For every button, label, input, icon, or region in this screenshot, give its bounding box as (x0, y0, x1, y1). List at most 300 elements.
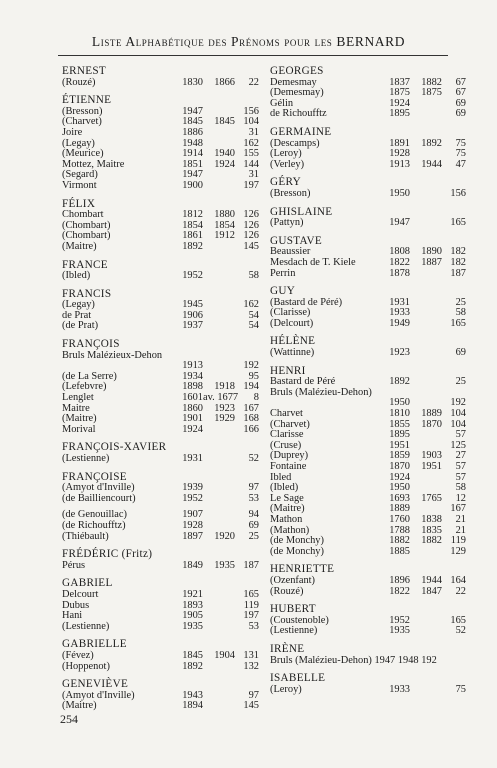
birth-year: 1931 (182, 453, 203, 464)
name-entry (270, 127, 466, 170)
page-reference: 119 (450, 535, 466, 547)
birth-year: 1851 (182, 158, 203, 170)
page-reference: 95 (248, 370, 259, 382)
birth-year: 1950 (389, 397, 410, 409)
page-reference: 97 (248, 482, 259, 494)
name-entry (62, 679, 259, 712)
name-entry (270, 177, 466, 199)
page-reference: 52 (455, 625, 466, 637)
entry-line (62, 425, 259, 436)
page-reference: 31 (248, 126, 259, 138)
birth-year: 1923 (389, 347, 410, 359)
first-name: GUSTAVE (270, 234, 322, 247)
first-name: GERMAINE (270, 125, 332, 138)
page-header: Liste Alphabétique des Prénoms pour les BERNARD (91, 34, 406, 49)
person-label: (de Genouillac) (62, 509, 127, 521)
name-entry (62, 199, 259, 253)
person-label: (Delcourt) (270, 317, 314, 329)
page-reference: 69 (455, 97, 466, 109)
person-label: Delcourt (62, 588, 99, 600)
page-reference: 25 (455, 376, 466, 388)
first-name: ISABELLE (270, 672, 326, 685)
page-reference: 126 (243, 230, 259, 242)
birth-year: 1952 (182, 492, 203, 504)
person-label: Beaussier (270, 246, 311, 258)
birth-year: 1892 (389, 376, 410, 388)
page-reference: 69 (248, 519, 259, 531)
entry-line (270, 473, 466, 484)
page-reference: 144 (243, 158, 259, 170)
name-entry (62, 95, 259, 191)
entry-line (62, 622, 259, 633)
birth-year: 1845 (182, 649, 203, 661)
person-label: (Rouzé) (62, 76, 96, 88)
birth-year: 1822 (389, 585, 410, 597)
death-year: 1875 (421, 87, 442, 99)
person-label: (Pattyn) (270, 217, 304, 229)
page-reference: 21 (455, 513, 466, 525)
page-reference: 192 (243, 360, 259, 372)
person-label: (Mathon) (270, 524, 310, 536)
page-reference: 27 (455, 450, 466, 462)
person-label: (Thiébault) (62, 530, 109, 542)
birth-year: 1952 (182, 270, 203, 282)
entry-line (62, 454, 259, 465)
page-reference: 166 (243, 423, 259, 435)
birth-year: 1892 (182, 660, 203, 672)
page-reference: 165 (450, 614, 466, 626)
birth-year: 1947 (182, 105, 203, 117)
person-label: (Ibled) (270, 482, 299, 494)
person-label: (Lestienne) (62, 453, 110, 464)
birth-year: 1914 (182, 148, 203, 160)
page-reference: 165 (450, 317, 466, 329)
entry-line (62, 561, 259, 572)
first-name: GABRIELLE (62, 638, 127, 651)
page-reference: 75 (455, 148, 466, 160)
person-label: Mottez, Maitre (62, 158, 125, 170)
person-label: Demesmay (270, 76, 317, 88)
page-reference: 31 (248, 169, 259, 181)
death-year: 1835 (421, 524, 442, 536)
page-reference: 8 (253, 392, 259, 404)
entry-line (62, 494, 259, 505)
page-reference: 167 (243, 402, 259, 414)
death-year: 1944 (421, 158, 442, 170)
page-reference: 12 (455, 492, 466, 504)
death-year: 1923 (214, 402, 235, 414)
death-year: 1866 (214, 76, 235, 88)
entry-line (270, 656, 466, 667)
birth-year: 1878 (389, 267, 410, 279)
person-label: (Duprey) (270, 450, 309, 462)
person-label: Morival (62, 423, 96, 435)
entry-line (62, 300, 259, 311)
person-label: Clarisse (270, 429, 304, 441)
person-label: (Ozenfant) (270, 574, 315, 586)
first-name: IRÈNE (270, 642, 305, 655)
death-year: 1838 (421, 513, 442, 525)
page-reference: 75 (455, 683, 466, 695)
page-reference: 187 (450, 267, 466, 279)
death-year: 1887 (421, 256, 442, 268)
death-year: 1854 (214, 219, 235, 231)
death-year: 1847 (421, 585, 442, 597)
person-label: Lenglet (62, 392, 94, 404)
name-entry (270, 604, 466, 637)
name-entry (270, 207, 466, 229)
birth-year: 1845 (182, 116, 203, 128)
birth-year: 1939 (182, 482, 203, 494)
page-reference: 54 (248, 309, 259, 321)
entry-line (270, 626, 466, 637)
page-reference: 25 (248, 530, 259, 542)
birth-year: 1849 (182, 559, 203, 571)
page-reference: 94 (248, 509, 259, 521)
birth-year: 1947 (389, 217, 410, 229)
birth-year: 1830 (182, 76, 203, 88)
first-name: GUY (270, 285, 296, 298)
birth-year: 1896 (389, 574, 410, 586)
person-label: (Maitre) (62, 240, 97, 252)
page-reference: 165 (450, 217, 466, 229)
page-reference: 156 (450, 187, 466, 199)
death-year: 1940 (214, 148, 235, 160)
person-label: (Hoppenot) (62, 660, 110, 672)
person-label: (Legay) (62, 137, 95, 149)
first-name: FÉLIX (62, 197, 96, 210)
page-reference: 104 (450, 408, 466, 420)
birth-year: 1951 (389, 439, 410, 451)
name-entry (62, 66, 259, 88)
page-reference: 58 (248, 270, 259, 282)
page-reference: 54 (248, 320, 259, 332)
birth-year: 1928 (389, 148, 410, 160)
person-label: Gélin (270, 97, 294, 109)
first-name: FRANÇOISE (62, 470, 127, 483)
death-year: 1880 (214, 209, 235, 221)
birth-year: 1837 (389, 76, 410, 88)
birth-year: 1950 (389, 482, 410, 494)
person-label: (Févez) (62, 649, 94, 661)
person-label: (Charvet) (62, 116, 102, 128)
page-reference: 164 (450, 574, 466, 586)
birth-year: 1924 (389, 97, 410, 109)
birth-year: 1760 (389, 513, 410, 525)
birth-year: 1935 (389, 625, 410, 637)
page-reference: 182 (450, 246, 466, 258)
entry-line (270, 319, 466, 330)
person-label: (Charvet) (270, 418, 310, 430)
person-label: (Demesmay) (270, 87, 324, 99)
entry-line (62, 181, 259, 192)
person-label: Virmont (62, 179, 97, 191)
name-entry (270, 66, 466, 120)
name-entry (270, 564, 466, 597)
entry-line (270, 348, 466, 359)
page-reference: 104 (243, 116, 259, 128)
birth-year: 1895 (389, 108, 410, 120)
death-year: 1890 (421, 246, 442, 258)
person-label: de Prat (62, 309, 92, 321)
person-label: (Amyot d'Inville) (62, 482, 135, 494)
person-label: (Lestienne) (270, 625, 318, 637)
birth-year: 1859 (389, 450, 410, 462)
death-year: 1903 (421, 450, 442, 462)
name-entry (62, 549, 259, 571)
entry-line (270, 218, 466, 229)
birth-year: 1943 (182, 689, 203, 701)
birth-year: 1812 (182, 209, 203, 221)
name-entry (270, 644, 466, 666)
page-reference: 25 (455, 296, 466, 308)
name-entry (62, 578, 259, 632)
entry-line (270, 576, 466, 587)
person-label: Bruls (Malézieu-Dehon) 1947 1948 192 (270, 654, 437, 666)
person-label: Bruls (Malézieu-Dehon) (270, 386, 372, 398)
person-label: (Clarisse) (270, 307, 311, 319)
birth-year: 1886 (182, 126, 203, 138)
person-label: (Leroy) (270, 683, 302, 695)
birth-year: 1924 (389, 471, 410, 483)
entry-line (270, 189, 466, 200)
birth-year: 1950 (389, 187, 410, 199)
entry-line (62, 78, 259, 89)
page-reference: 57 (455, 429, 466, 441)
entry-line (270, 388, 466, 399)
page-reference: 69 (455, 108, 466, 120)
page-reference: 155 (243, 148, 259, 160)
page-reference: 58 (455, 307, 466, 319)
birth-year: 1693 (389, 492, 410, 504)
page-reference: 182 (450, 256, 466, 268)
page-reference: 145 (243, 240, 259, 252)
person-label: (de Richoufftz) (62, 519, 126, 531)
page-reference: 165 (243, 588, 259, 600)
person-label: (Legay) (62, 299, 95, 311)
person-label: (Chombart) (62, 230, 111, 242)
page-reference: 97 (248, 689, 259, 701)
birth-year: 1937 (182, 320, 203, 332)
person-label: Joire (62, 126, 83, 138)
page-reference: 67 (455, 87, 466, 99)
page-reference: 53 (248, 492, 259, 504)
right-column (270, 66, 466, 702)
person-label: (Ibled) (62, 270, 91, 282)
page-reference: 156 (243, 105, 259, 117)
header-rule (58, 55, 448, 56)
birth-year: 1913 (182, 360, 203, 372)
name-entry (62, 639, 259, 672)
birth-year: 1898 (182, 381, 203, 393)
page-reference: 57 (455, 461, 466, 472)
entry-line (270, 547, 466, 558)
person-label: (Verley) (270, 158, 305, 170)
person-label: (Cruse) (270, 439, 302, 451)
page-reference: 21 (455, 524, 466, 536)
person-label: (de La Serre) (62, 370, 117, 382)
first-name: HENRIETTE (270, 563, 335, 576)
person-label: Bruls Malézieux-Dehon (62, 349, 163, 361)
death-year: 1951 (421, 461, 442, 472)
entry-line (270, 587, 466, 598)
first-name: FRANCIS (62, 287, 112, 300)
first-name: HENRI (270, 364, 306, 377)
birth-year: 1913 (389, 158, 410, 170)
person-label: (Lefebvre) (62, 381, 107, 393)
person-label: Chombart (62, 209, 104, 221)
death-year: 1929 (214, 413, 235, 425)
page-reference: 53 (248, 620, 259, 632)
person-label: Maitre (62, 402, 90, 414)
person-label: de Richoufftz (270, 108, 327, 120)
first-name: ÉTIENNE (62, 94, 112, 107)
birth-year: 1948 (182, 137, 203, 149)
birth-year: 1928 (182, 519, 203, 531)
death-year: 1870 (421, 418, 442, 430)
birth-year: 1935 (182, 620, 203, 632)
birth-year: 1924 (182, 423, 203, 435)
person-label: Mathon (270, 513, 303, 525)
birth-year: 1861 (182, 230, 203, 242)
first-name: FRANÇOIS (62, 338, 120, 351)
birth-year: 1822 (389, 256, 410, 268)
death-year: 1882 (421, 535, 442, 547)
death-year: 1904 (214, 649, 235, 661)
entry-line (270, 269, 466, 280)
page-reference: 47 (455, 158, 466, 170)
death-year: 1918 (214, 381, 235, 393)
page-reference: 197 (243, 179, 259, 191)
person-label: (Chombart) (62, 219, 111, 231)
entry-line (270, 160, 466, 171)
birth-year: 1906 (182, 309, 203, 321)
entry-line (270, 515, 466, 526)
first-name: HUBERT (270, 603, 316, 616)
entry-line (270, 258, 466, 269)
first-name: FRÉDÉRIC (Fritz) (62, 548, 153, 561)
person-label: (Bresson) (270, 187, 311, 199)
person-label: (Bastard de Péré) (270, 296, 343, 308)
death-year: 1889 (421, 408, 442, 420)
person-label: (de Monchy) (270, 535, 324, 547)
name-entry (270, 673, 466, 695)
entry-line (62, 590, 259, 601)
person-label: Hani (62, 610, 83, 622)
death-year: 1944 (421, 574, 442, 586)
person-label: Le Sage (270, 492, 304, 504)
person-label: (Amyot d'Inville) (62, 689, 135, 701)
birth-year: 1875 (389, 87, 410, 99)
person-label: Perrin (270, 267, 296, 279)
page-reference: 126 (243, 219, 259, 231)
page-reference: 57 (455, 471, 466, 483)
first-name: FRANÇOIS-XAVIER (62, 441, 167, 454)
entry-line (270, 462, 466, 473)
entry-line (62, 662, 259, 673)
name-entry (62, 442, 259, 464)
page-reference: 67 (455, 76, 466, 88)
birth-year: 1882 (389, 535, 410, 547)
birth-year: 1860 (182, 402, 203, 414)
page-reference: 129 (450, 545, 466, 557)
person-label: (Lestienne) (62, 620, 110, 632)
page-reference: 197 (243, 610, 259, 622)
first-name: GEORGES (270, 65, 324, 77)
death-year: 1935 (214, 559, 235, 571)
death-year: av. 1677 (203, 392, 239, 404)
entry-line (62, 701, 259, 712)
birth-year: 1892 (182, 240, 203, 252)
first-name: GHISLAINE (270, 205, 333, 218)
page-reference: 126 (243, 209, 259, 221)
birth-year: 1870 (389, 461, 410, 472)
page-reference: 58 (455, 482, 466, 494)
person-label: Charvet (270, 408, 303, 420)
person-label: (de Prat) (62, 320, 99, 332)
birth-year: 1885 (389, 545, 410, 557)
birth-year: 1854 (182, 219, 203, 231)
person-label: Bastard de Péré (270, 376, 336, 388)
entry-line (62, 651, 259, 662)
entry-line (62, 271, 259, 282)
person-label: (de Monchy) (270, 545, 324, 557)
page-reference: 168 (243, 413, 259, 425)
birth-year: 1601 (182, 392, 203, 404)
entry-line (62, 521, 259, 532)
entry-line (62, 128, 259, 139)
birth-year: 1893 (182, 599, 203, 611)
page-reference: 125 (450, 439, 466, 451)
entry-line (62, 351, 259, 362)
page-reference: 69 (455, 347, 466, 359)
page-reference: 145 (243, 700, 259, 712)
death-year: 1924 (214, 158, 235, 170)
first-name: GÉRY (270, 176, 302, 189)
entry-line (270, 685, 466, 696)
page-reference: 22 (455, 585, 466, 597)
name-entry (62, 339, 259, 435)
entry-line (270, 109, 466, 120)
entry-line (62, 242, 259, 253)
birth-year: 1933 (389, 307, 410, 319)
page-reference: 119 (243, 599, 259, 611)
first-name: GENEVIÈVE (62, 678, 129, 691)
page-number: 254 (60, 712, 78, 726)
birth-year: 1934 (182, 370, 203, 382)
death-year: 1892 (421, 137, 442, 149)
person-label: (Bresson) (62, 105, 103, 117)
death-year: 1765 (421, 492, 442, 504)
entry-line (62, 532, 259, 543)
person-label: Ibled (270, 471, 292, 483)
page-reference: 52 (248, 453, 259, 464)
first-name: FRANCE (62, 258, 108, 271)
birth-year: 1952 (389, 614, 410, 626)
page-reference: 167 (450, 503, 466, 515)
person-label: (Maitre) (62, 700, 97, 712)
entry-line (62, 117, 259, 128)
first-name: GABRIEL (62, 577, 113, 590)
birth-year: 1895 (389, 429, 410, 441)
person-label: (Leroy) (270, 148, 302, 160)
person-label: Dubus (62, 599, 90, 611)
page-reference: 75 (455, 137, 466, 149)
left-column (62, 66, 259, 719)
person-label: Pérus (62, 559, 86, 571)
name-entry (270, 366, 466, 558)
page-reference: 187 (243, 559, 259, 571)
